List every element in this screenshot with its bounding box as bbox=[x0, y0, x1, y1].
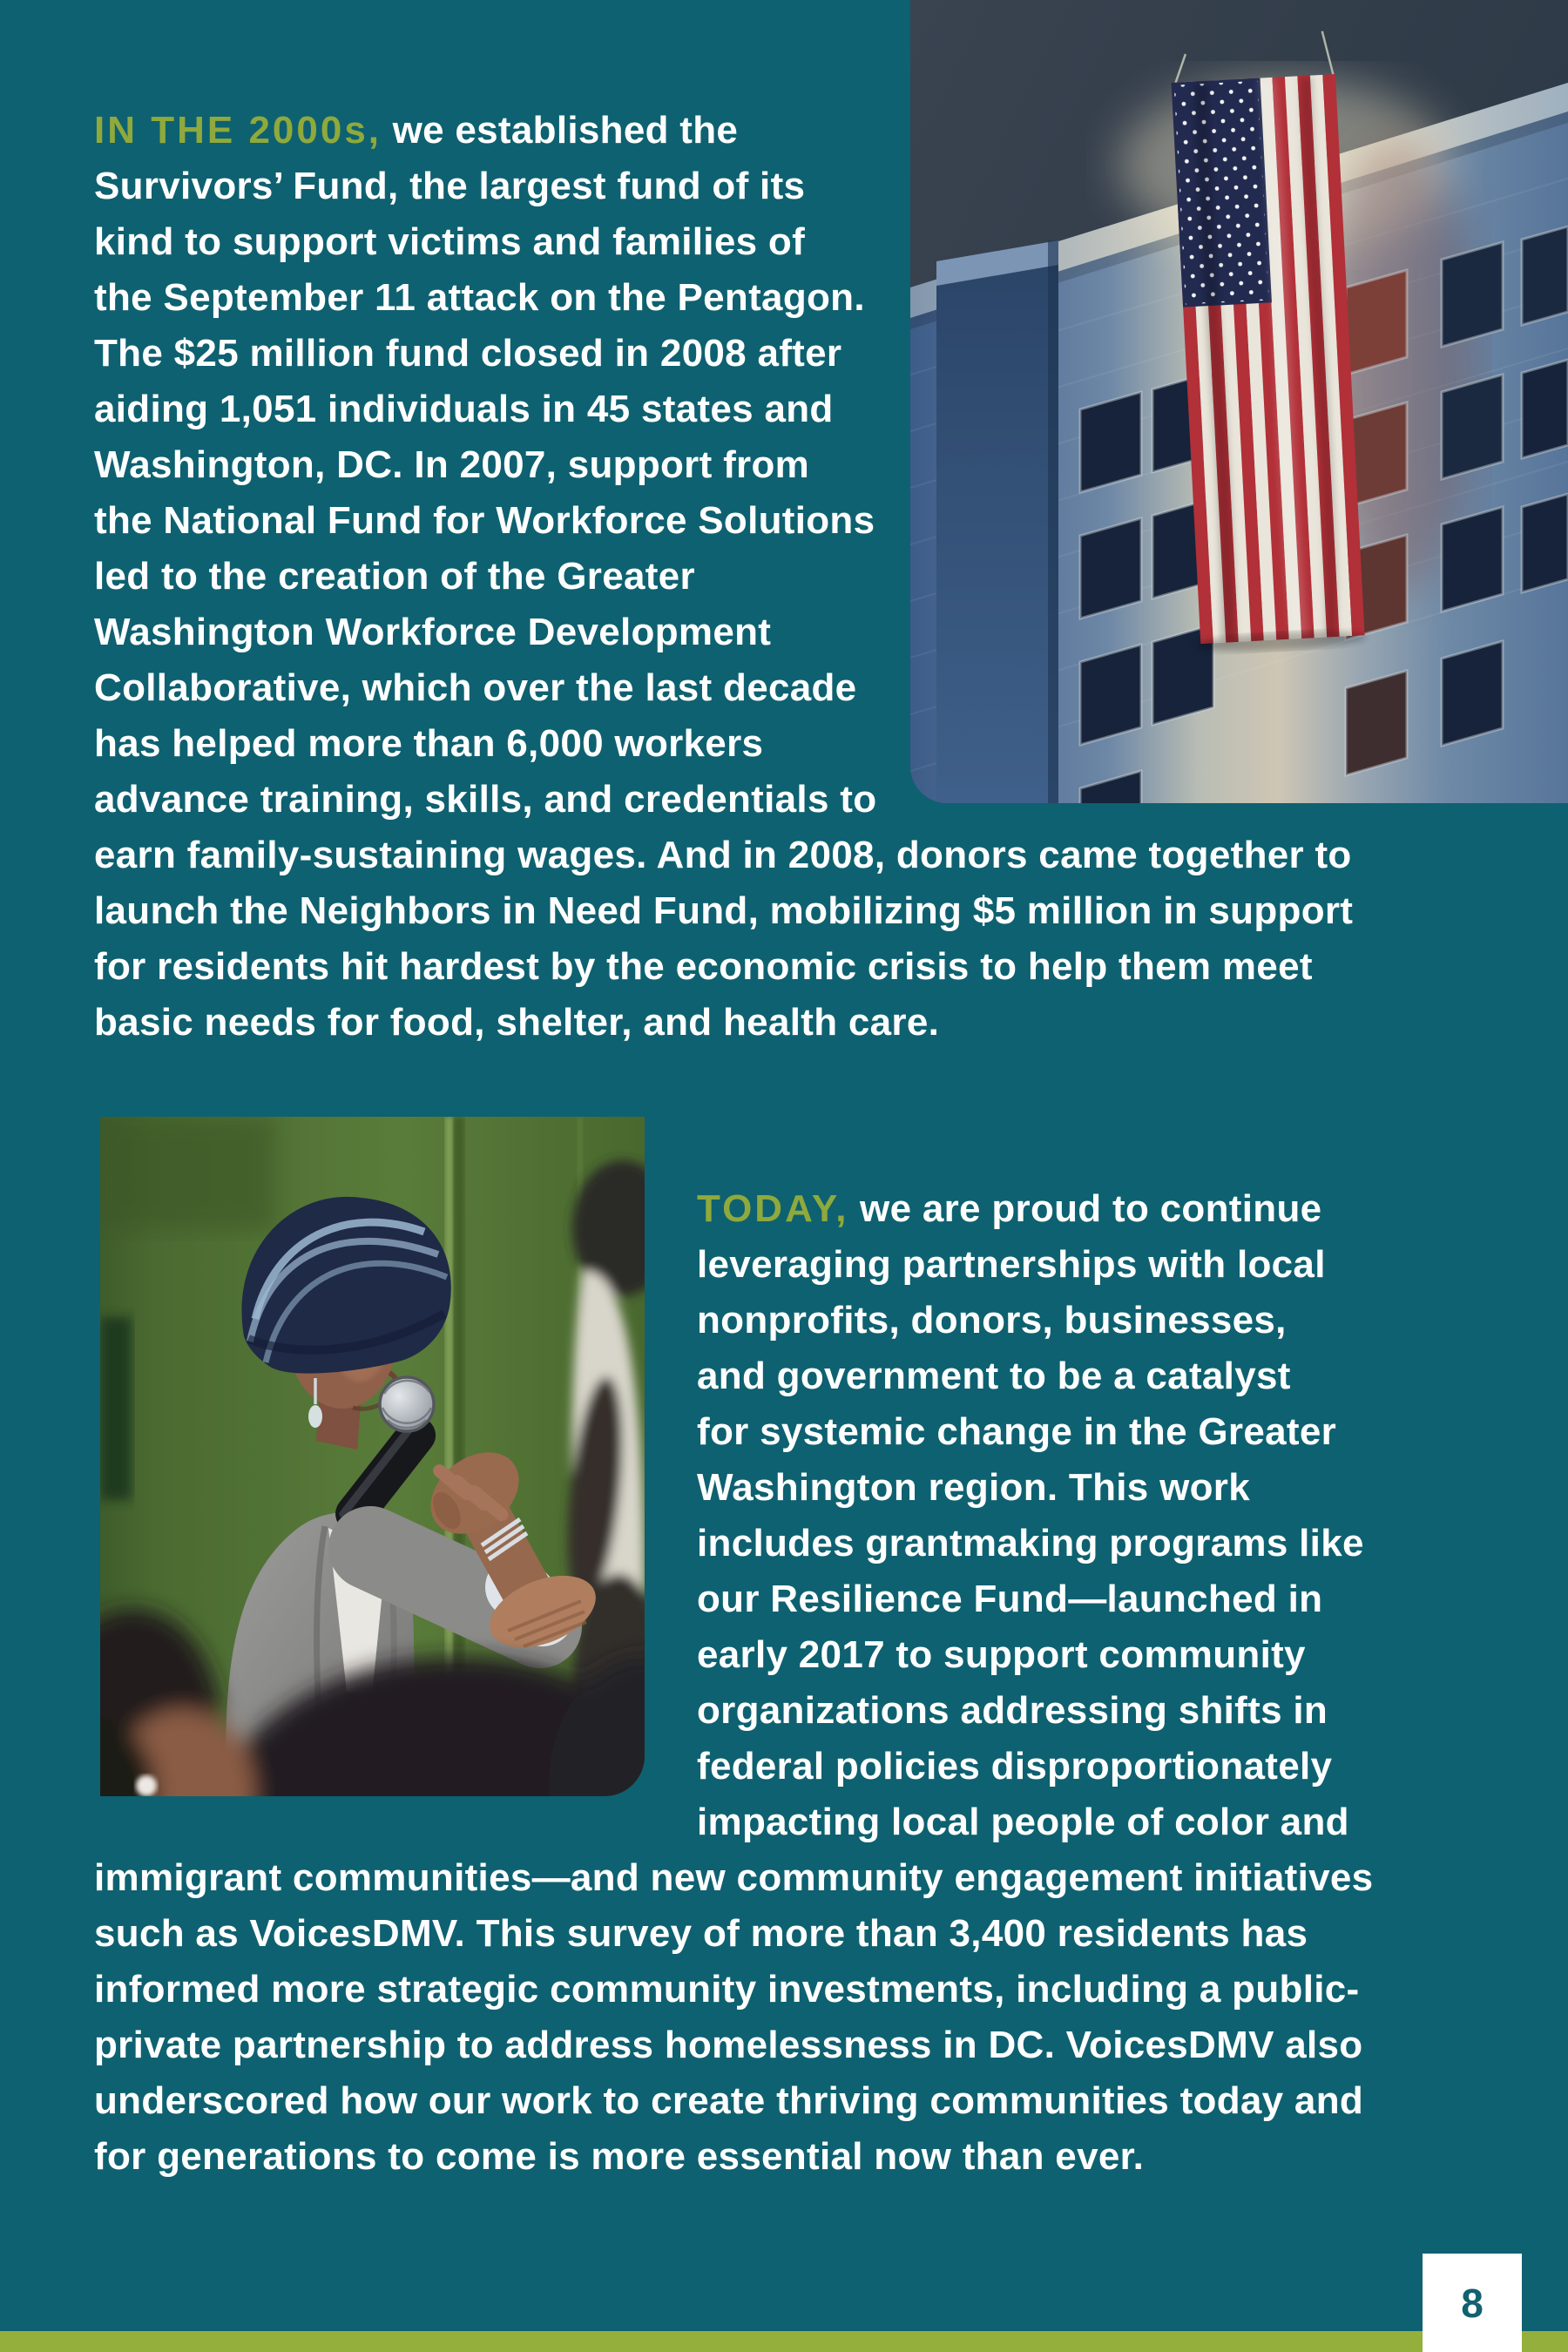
text-line: and government to be a catalyst bbox=[697, 1355, 1291, 1397]
section-2000s-narrow-lines bbox=[94, 159, 1353, 828]
text-line: informed more strategic community investments, including a public- bbox=[94, 1968, 1360, 2011]
text-line: The $25 million fund closed in 2008 after bbox=[94, 332, 842, 375]
text-line: Washington region. This work bbox=[697, 1466, 1250, 1509]
footer-accent-bar bbox=[0, 2331, 1568, 2352]
text-line: organizations addressing shifts in bbox=[697, 1689, 1328, 1732]
text-line: has helped more than 6,000 workers bbox=[94, 722, 764, 765]
page-number: 8 bbox=[1461, 2280, 1484, 2326]
section-2000s-heading: IN THE 2000s, bbox=[94, 109, 382, 152]
page-number-box bbox=[1423, 2254, 1522, 2352]
text-line: underscored how our work to create thriving communities today and bbox=[94, 2079, 1364, 2122]
text-line: Collaborative, which over the last decade bbox=[94, 666, 857, 709]
speaker-illustration bbox=[100, 1117, 645, 1796]
section-today-narrow bbox=[697, 1181, 1364, 1850]
section-2000s-heading-tail: we established the bbox=[392, 109, 739, 152]
section-2000s bbox=[94, 103, 1353, 1051]
text-line: private partnership to address homelessness in DC. VoicesDMV also bbox=[94, 2024, 1363, 2066]
section-today-heading: TODAY, bbox=[697, 1187, 849, 1230]
text-line: early 2017 to support community bbox=[697, 1633, 1306, 1676]
text-line: includes grantmaking programs like bbox=[697, 1522, 1364, 1565]
text-line: the National Fund for Workforce Solutions bbox=[94, 499, 875, 542]
text-line: for systemic change in the Greater bbox=[697, 1410, 1337, 1453]
text-line: earn family-sustaining wages. And in 2008, donors came together to bbox=[94, 834, 1352, 876]
text-line: Washington, DC. In 2007, support from bbox=[94, 443, 810, 486]
section-today-wide-lines bbox=[94, 1850, 1373, 2185]
text-line: the September 11 attack on the Pentagon. bbox=[94, 276, 865, 319]
text-line: launch the Neighbors in Need Fund, mobilizing $5 million in support bbox=[94, 889, 1354, 932]
section-today-heading-tail: we are proud to continue bbox=[860, 1187, 1322, 1230]
text-line: such as VoicesDMV. This survey of more than 3,400 residents has bbox=[94, 1912, 1308, 1955]
text-line: our Resilience Fund—launched in bbox=[697, 1578, 1323, 1620]
section-2000s-first-line bbox=[94, 103, 1353, 159]
text-line: for generations to come is more essential now than ever. bbox=[94, 2135, 1145, 2178]
text-line: kind to support victims and families of bbox=[94, 220, 806, 263]
section-2000s-wide-lines bbox=[94, 828, 1353, 1051]
text-line: nonprofits, donors, businesses, bbox=[697, 1299, 1287, 1342]
speaker-photo bbox=[100, 1117, 645, 1796]
text-line: impacting local people of color and bbox=[697, 1801, 1349, 1843]
section-today-narrow-lines bbox=[697, 1237, 1364, 1850]
text-line: basic needs for food, shelter, and health care. bbox=[94, 1001, 940, 1044]
section-today-first-line bbox=[697, 1181, 1364, 1237]
text-line: Survivors’ Fund, the largest fund of its bbox=[94, 165, 806, 207]
text-line: for residents hit hardest by the economic crisis to help them meet bbox=[94, 945, 1313, 988]
section-today-wide bbox=[94, 1850, 1373, 2185]
text-line: aiding 1,051 individuals in 45 states and bbox=[94, 388, 834, 430]
pearl-earring bbox=[136, 1775, 157, 1796]
text-line: led to the creation of the Greater bbox=[94, 555, 695, 598]
text-line: Washington Workforce Development bbox=[94, 611, 772, 653]
text-line: federal policies disproportionately bbox=[697, 1745, 1333, 1788]
text-line: immigrant communities—and new community engagement initiatives bbox=[94, 1856, 1374, 1899]
text-line: leveraging partnerships with local bbox=[697, 1243, 1326, 1286]
text-line: advance training, skills, and credentials to bbox=[94, 778, 877, 821]
